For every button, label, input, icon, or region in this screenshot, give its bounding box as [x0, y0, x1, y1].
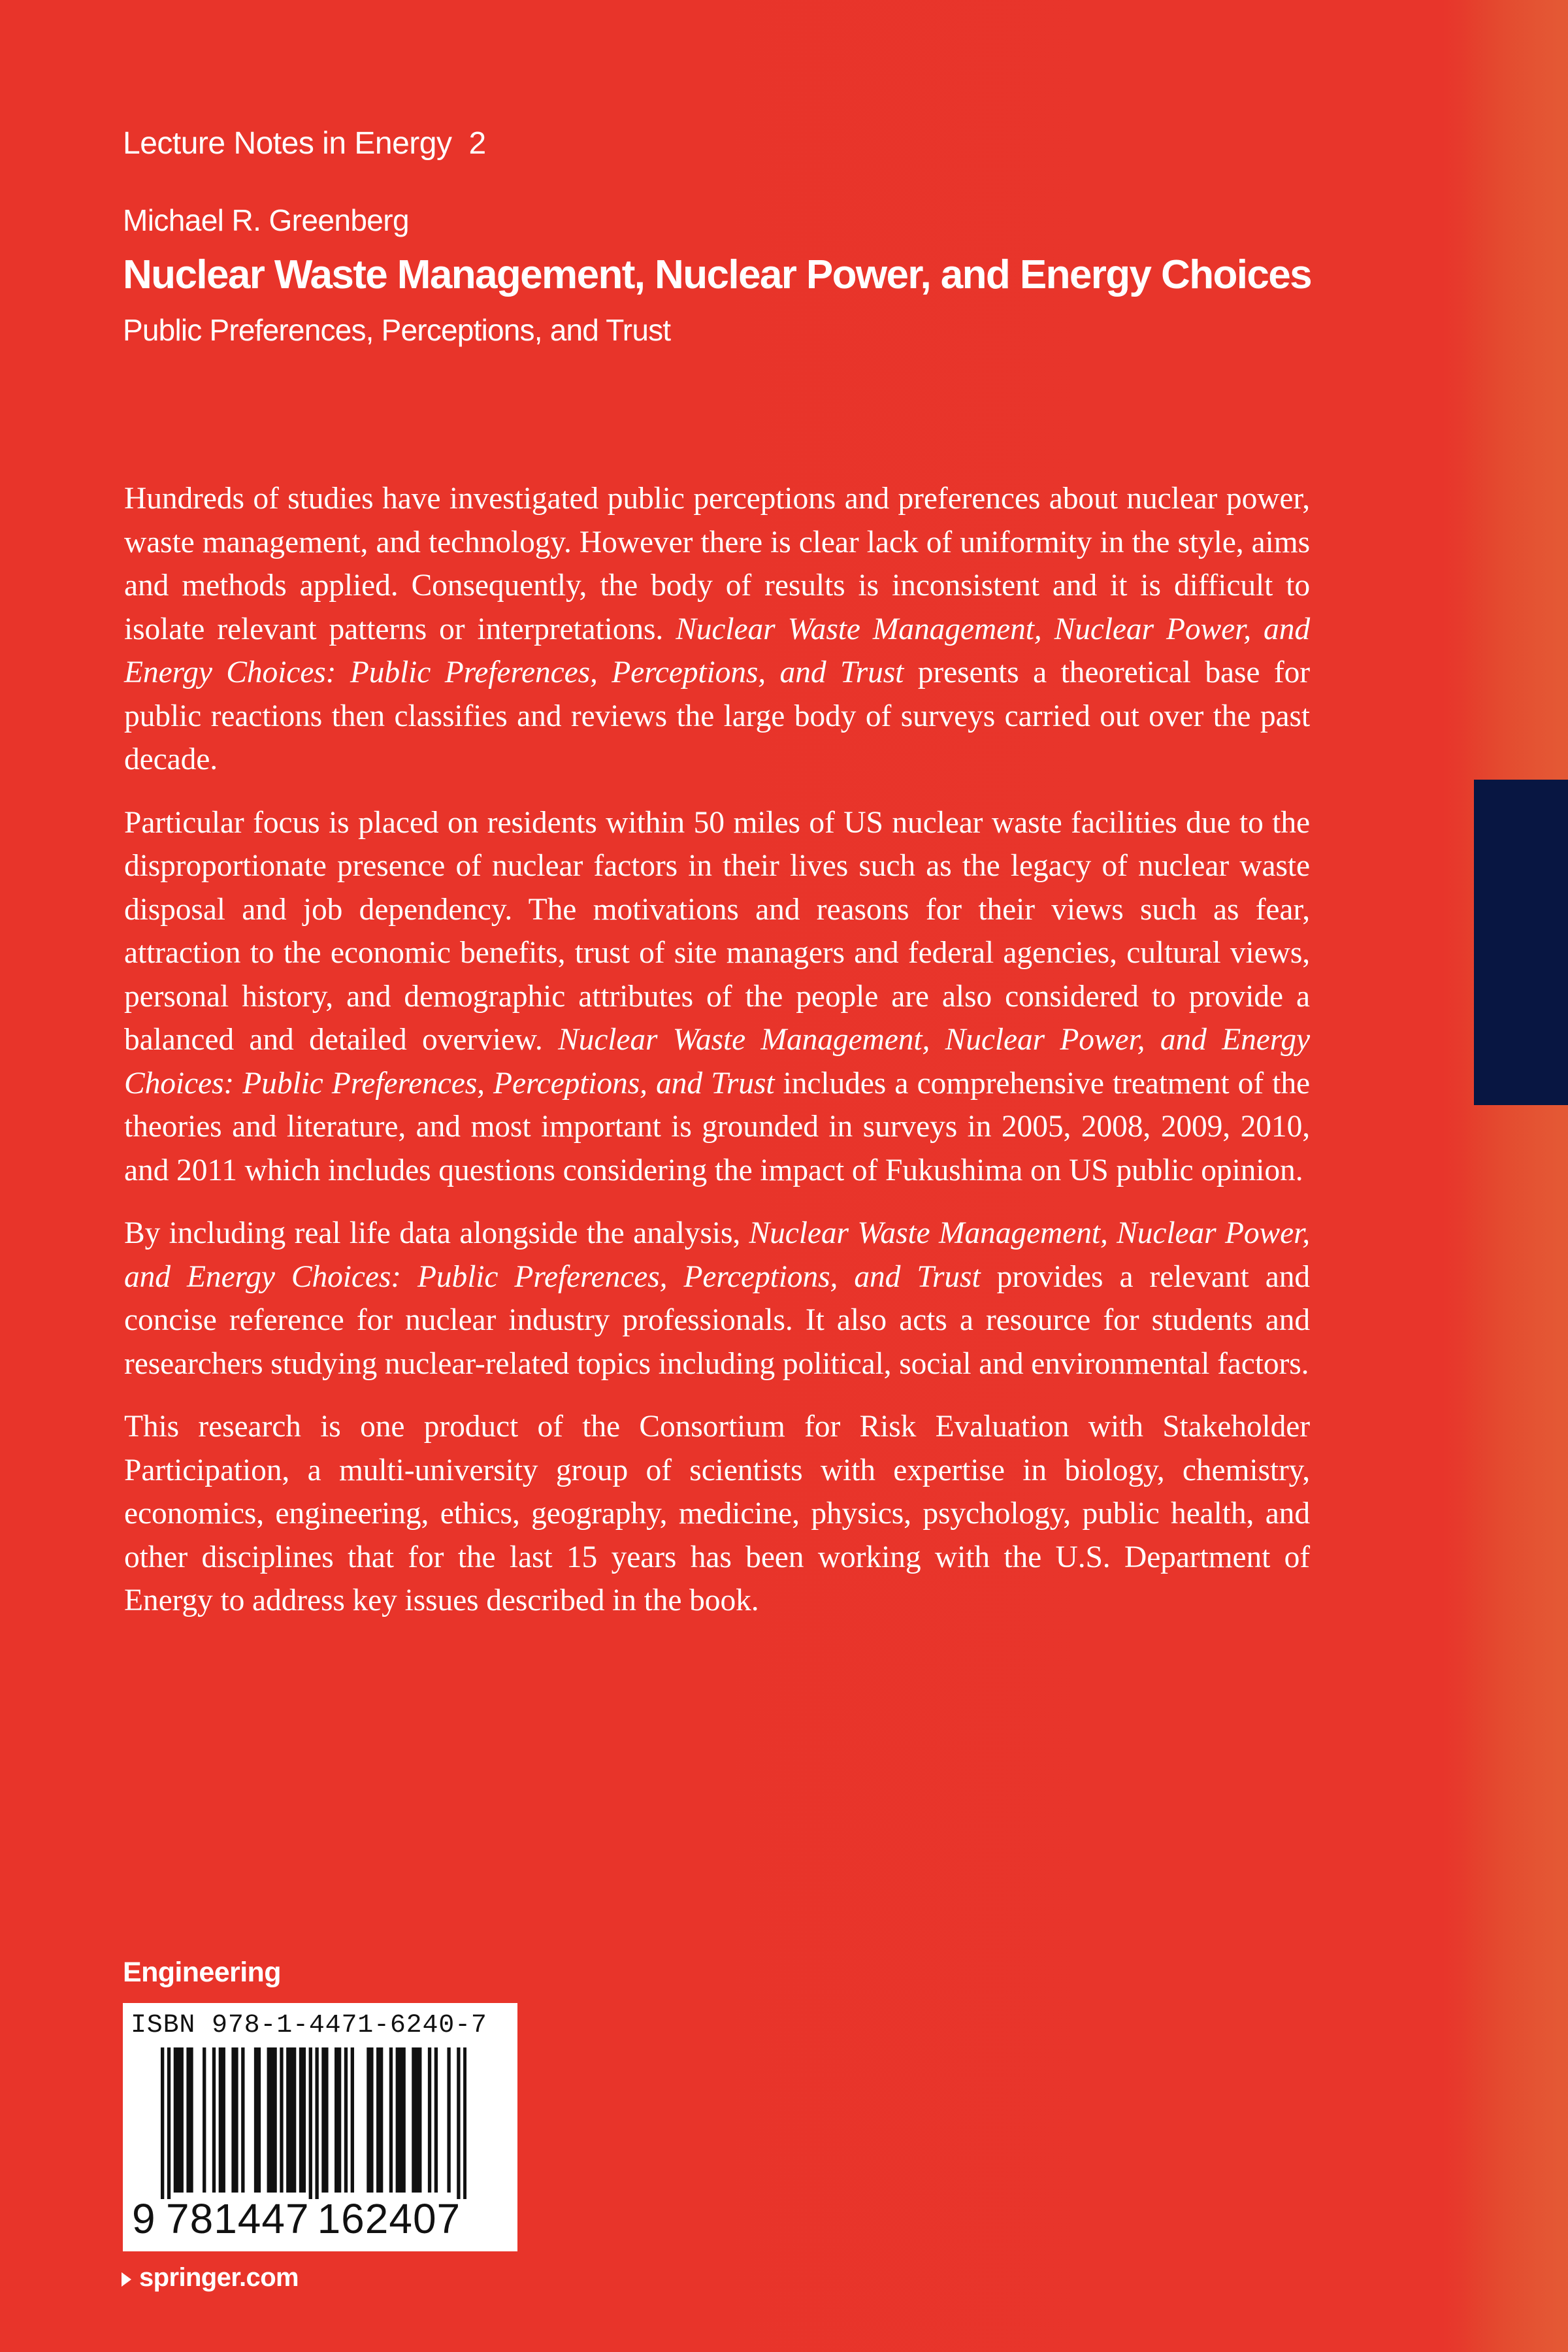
- barcode-bar: [376, 2047, 380, 2193]
- barcode-bar: [254, 2047, 257, 2193]
- isbn-label: ISBN 978-1-4471-6240-7: [131, 2011, 487, 2040]
- italic-book-title: Nuclear Waste Management, Nuclear Power, and Energy Choices: Public Preferences, Perceptions, and Trust: [124, 1216, 1310, 1294]
- spine-edge-shading: [1463, 0, 1568, 2352]
- description-text: includes a comprehensive treatment of the theories and literature, and most important is grounded in surveys in 2005, 2008, 2009, 2010, and 2011 which includes questions considering the impact of Fukushima on US public opinion.: [124, 1066, 1310, 1187]
- barcode-digit-group-1: 781447: [166, 2195, 310, 2242]
- book-subtitle: Public Preferences, Perceptions, and Trust: [123, 313, 671, 347]
- barcode-bar: [161, 2047, 164, 2199]
- barcode-bar: [180, 2047, 184, 2193]
- barcode-bar: [241, 2047, 244, 2193]
- barcode-bar: [418, 2047, 421, 2193]
- barcode-bar: [338, 2047, 341, 2193]
- series-line: [123, 124, 486, 163]
- subject-category: Engineering: [123, 1957, 281, 1988]
- barcode-bar: [222, 2047, 225, 2193]
- series-name: Lecture Notes in Energy: [123, 126, 452, 161]
- barcode-bar: [273, 2047, 276, 2193]
- barcode-bar: [235, 2047, 238, 2193]
- barcode-digits: [132, 2195, 511, 2242]
- barcode-bar: [434, 2047, 438, 2193]
- barcode-bar: [189, 2047, 193, 2193]
- barcode-bar: [321, 2047, 325, 2193]
- barcode-bar: [286, 2047, 289, 2193]
- barcode-bar: [447, 2047, 450, 2193]
- author-name: Michael R. Greenberg: [123, 203, 409, 237]
- book-description: [124, 477, 1310, 1642]
- barcode-bar: [412, 2047, 415, 2193]
- barcode-bar: [380, 2047, 383, 2193]
- description-text: presents a theoretical base for public reactions then classifies and reviews the large body of surveys carried out over the past decade.: [124, 655, 1311, 776]
- isbn-barcode: [123, 2003, 517, 2251]
- barcode-bar: [344, 2047, 348, 2193]
- italic-book-title: Nuclear Waste Management, Nuclear Power, and Energy Choices: Public Preferences, Perceptions, and Trust: [124, 612, 1310, 689]
- barcode-bar: [167, 2047, 171, 2199]
- barcode-bar: [402, 2047, 405, 2193]
- description-text: provides a relevant and concise reference for nuclear industry professionals. It also acts a resource for students and researchers studying nuclear-related topics including political, social and environmental factors.: [124, 1259, 1310, 1381]
- publisher-url: springer.com: [139, 2263, 299, 2292]
- barcode-bars: [161, 2047, 466, 2199]
- barcode-bar: [293, 2047, 296, 2193]
- barcode-bar: [267, 2047, 270, 2193]
- description-paragraph-3: [124, 1212, 1310, 1385]
- barcode-bar: [174, 2047, 177, 2193]
- barcode-bar: [315, 2047, 318, 2199]
- description-text: By including real life data alongside the analysis,: [124, 1216, 749, 1250]
- barcode-bar: [463, 2047, 466, 2199]
- barcode-bar: [299, 2047, 302, 2193]
- barcode-bar: [212, 2047, 216, 2193]
- barcode-bar: [203, 2047, 206, 2193]
- barcode-bar: [428, 2047, 431, 2193]
- description-text: Particular focus is placed on residents within 50 miles of US nuclear waste facilities due to the disproportionate presence of nuclear factors in their lives such as the legacy of nuclear waste disposal and job dependency. The motivations and reasons for their views such as fear, attraction to the economic benefits, trust of site managers and federal agencies, cultural views, personal history, and demographic attributes of the people are also considered to provide a balanced and detailed overview.: [124, 805, 1310, 1057]
- barcode-bar: [309, 2047, 312, 2199]
- description-paragraph-2: [124, 801, 1310, 1193]
- barcode-bar: [231, 2047, 235, 2193]
- publisher-link[interactable]: [122, 2259, 299, 2296]
- barcode-bar: [257, 2047, 261, 2193]
- barcode-bar: [370, 2047, 373, 2193]
- barcode-bar: [396, 2047, 399, 2193]
- barcode-digit-group-2: 162407: [317, 2195, 461, 2242]
- barcode-bar: [367, 2047, 370, 2193]
- series-number: 2: [468, 126, 486, 161]
- barcode-bar: [289, 2047, 293, 2193]
- right-triangle-arrow-icon: [122, 2272, 131, 2287]
- book-title: Nuclear Waste Management, Nuclear Power, and Energy Choices: [123, 252, 1312, 297]
- barcode-bar: [389, 2047, 393, 2193]
- barcode-bar: [270, 2047, 273, 2193]
- barcode-bar: [335, 2047, 338, 2193]
- barcode-bar: [351, 2047, 354, 2193]
- barcode-bar: [415, 2047, 418, 2193]
- barcode-bar: [399, 2047, 402, 2193]
- barcode-bar: [177, 2047, 180, 2193]
- barcode-digit-lead: 9: [132, 2195, 156, 2242]
- barcode-graphic: [161, 2047, 466, 2199]
- description-paragraph-4: This research is one product of the Consortium for Risk Evaluation with Stakeholder Participation, a multi-university group of scientists with expertise in biology, chemistry, economics, engineering, ethics, geography, medicine, physics, psychology, public health, and other disciplines that for the last 15 years has been working with the U.S. Department of Energy to address key issues described in the book.: [124, 1410, 1310, 1617]
- barcode-bar: [186, 2047, 189, 2193]
- italic-book-title: Nuclear Waste Management, Nuclear Power, and Energy Choices: Public Preferences, Perceptions, and Trust: [124, 1023, 1310, 1101]
- barcode-bar: [325, 2047, 328, 2193]
- barcode-bar: [219, 2047, 222, 2193]
- description-text: Hundreds of studies have investigated public perceptions and preferences about nuclear power, waste management, and technology. However there is clear lack of uniformity in the style, aims and methods applied. Consequently, the body of results is inconsistent and it is difficult to isolate relevant patterns or interpretations.: [124, 482, 1310, 646]
- description-paragraph-1: [124, 477, 1310, 782]
- barcode-bar: [280, 2047, 283, 2193]
- barcode-bar: [457, 2047, 460, 2199]
- barcode-bar: [302, 2047, 306, 2193]
- spine-color-tab: [1474, 780, 1568, 1105]
